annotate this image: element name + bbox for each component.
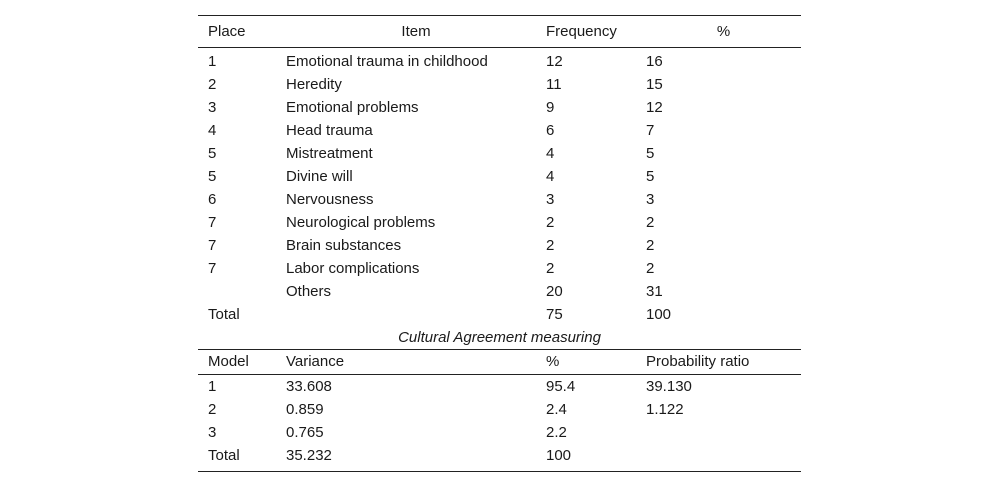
cell-place: 7 xyxy=(208,260,217,277)
header-item: Item xyxy=(401,23,431,40)
cell-item: Brain substances xyxy=(286,237,402,254)
cell-percent: 2.4 xyxy=(546,401,567,418)
cell-frequency: 6 xyxy=(546,122,555,139)
table-row-total xyxy=(198,444,801,467)
cell-variance: 0.765 xyxy=(286,424,324,441)
cell-frequency: 9 xyxy=(546,99,555,116)
cell-percent: 100 xyxy=(546,447,572,464)
table-row xyxy=(198,398,801,421)
cell-place: 2 xyxy=(208,76,217,93)
table-row xyxy=(198,257,801,280)
cell-item: Others xyxy=(286,283,332,300)
header-place: Place xyxy=(208,23,246,40)
table-row xyxy=(198,375,801,398)
cell-frequency: 3 xyxy=(546,191,555,208)
table-row xyxy=(198,73,801,96)
cell-model: 1 xyxy=(208,378,217,395)
cell-percent: 3 xyxy=(646,191,655,208)
table-row xyxy=(198,234,801,257)
cell-frequency: 11 xyxy=(546,76,562,93)
cell-variance: 33.608 xyxy=(286,378,332,395)
cell-percent: 5 xyxy=(646,145,655,162)
cell-percent: 2 xyxy=(646,214,655,231)
cell-percent: 2 xyxy=(646,260,655,277)
cell-place: 5 xyxy=(208,168,217,185)
cell-percent: 12 xyxy=(646,99,663,116)
cell-frequency: 2 xyxy=(546,237,555,254)
cell-item: Heredity xyxy=(286,76,342,93)
cell-percent: 31 xyxy=(646,283,663,300)
cell-place: 4 xyxy=(208,122,217,139)
cell-percent: 5 xyxy=(646,168,655,185)
cell-percent: 2 xyxy=(646,237,655,254)
cell-place: 7 xyxy=(208,237,217,254)
cell-place: 5 xyxy=(208,145,217,162)
cell-item: Neurological problems xyxy=(286,214,436,231)
cell-probability-ratio xyxy=(646,444,801,467)
cell-place xyxy=(198,280,286,303)
cell-frequency: 12 xyxy=(546,53,563,70)
cell-percent: 2.2 xyxy=(546,424,567,441)
cell-item: Head trauma xyxy=(286,122,373,139)
cell-variance: 0.859 xyxy=(286,401,324,418)
cell-place: 7 xyxy=(208,214,217,231)
cell-percent: 7 xyxy=(646,122,655,139)
table-row xyxy=(198,142,801,165)
cell-variance: 35.232 xyxy=(286,447,332,464)
cell-item: Labor complications xyxy=(286,260,420,277)
header-model: Model xyxy=(208,353,249,370)
cell-probability-ratio: 39.130 xyxy=(646,378,692,395)
cell-model: 2 xyxy=(208,401,217,418)
header-percent: % xyxy=(716,23,731,40)
cell-percent: 95.4 xyxy=(546,378,576,395)
bottom-rule xyxy=(198,471,801,472)
header-probability-ratio: Probability ratio xyxy=(646,353,750,370)
header-variance: Variance xyxy=(286,353,345,370)
table2-body xyxy=(198,375,801,467)
table-row xyxy=(198,50,801,73)
header-frequency: Frequency xyxy=(546,23,617,40)
cell-item: Mistreatment xyxy=(286,145,373,162)
cell-frequency: 2 xyxy=(546,214,555,231)
cell-place: 1 xyxy=(208,53,217,70)
cell-item: Divine will xyxy=(286,168,353,185)
cell-frequency: 20 xyxy=(546,283,563,300)
cell-item xyxy=(286,303,546,326)
cell-item: Emotional problems xyxy=(286,99,419,116)
section-caption: Cultural Agreement measuring xyxy=(398,329,601,346)
table-row xyxy=(198,280,801,303)
cell-model: 3 xyxy=(208,424,217,441)
cell-item: Emotional trauma in childhood xyxy=(286,53,488,70)
cell-percent: 15 xyxy=(646,76,663,93)
cell-place: Total xyxy=(208,306,240,323)
cell-frequency: 4 xyxy=(546,168,555,185)
cell-item: Nervousness xyxy=(286,191,374,208)
data-table xyxy=(198,15,801,472)
table-row xyxy=(198,119,801,142)
table1-body xyxy=(198,48,801,326)
table1-header-row xyxy=(198,16,801,47)
cell-probability-ratio: 1.122 xyxy=(646,401,684,418)
cell-model: Total xyxy=(208,447,240,464)
table-row-total xyxy=(198,303,801,326)
cell-probability-ratio xyxy=(646,421,801,444)
cell-percent: 16 xyxy=(646,53,663,70)
cell-place: 6 xyxy=(208,191,217,208)
cell-place: 3 xyxy=(208,99,217,116)
table-row xyxy=(198,96,801,119)
cell-percent: 100 xyxy=(646,306,672,323)
cell-frequency: 4 xyxy=(546,145,555,162)
table-row xyxy=(198,165,801,188)
table-row xyxy=(198,211,801,234)
cell-frequency: 75 xyxy=(546,306,563,323)
table-row xyxy=(198,188,801,211)
table-row xyxy=(198,421,801,444)
header-percent: % xyxy=(546,353,560,370)
table2-header-row xyxy=(198,350,801,374)
cell-frequency: 2 xyxy=(546,260,555,277)
